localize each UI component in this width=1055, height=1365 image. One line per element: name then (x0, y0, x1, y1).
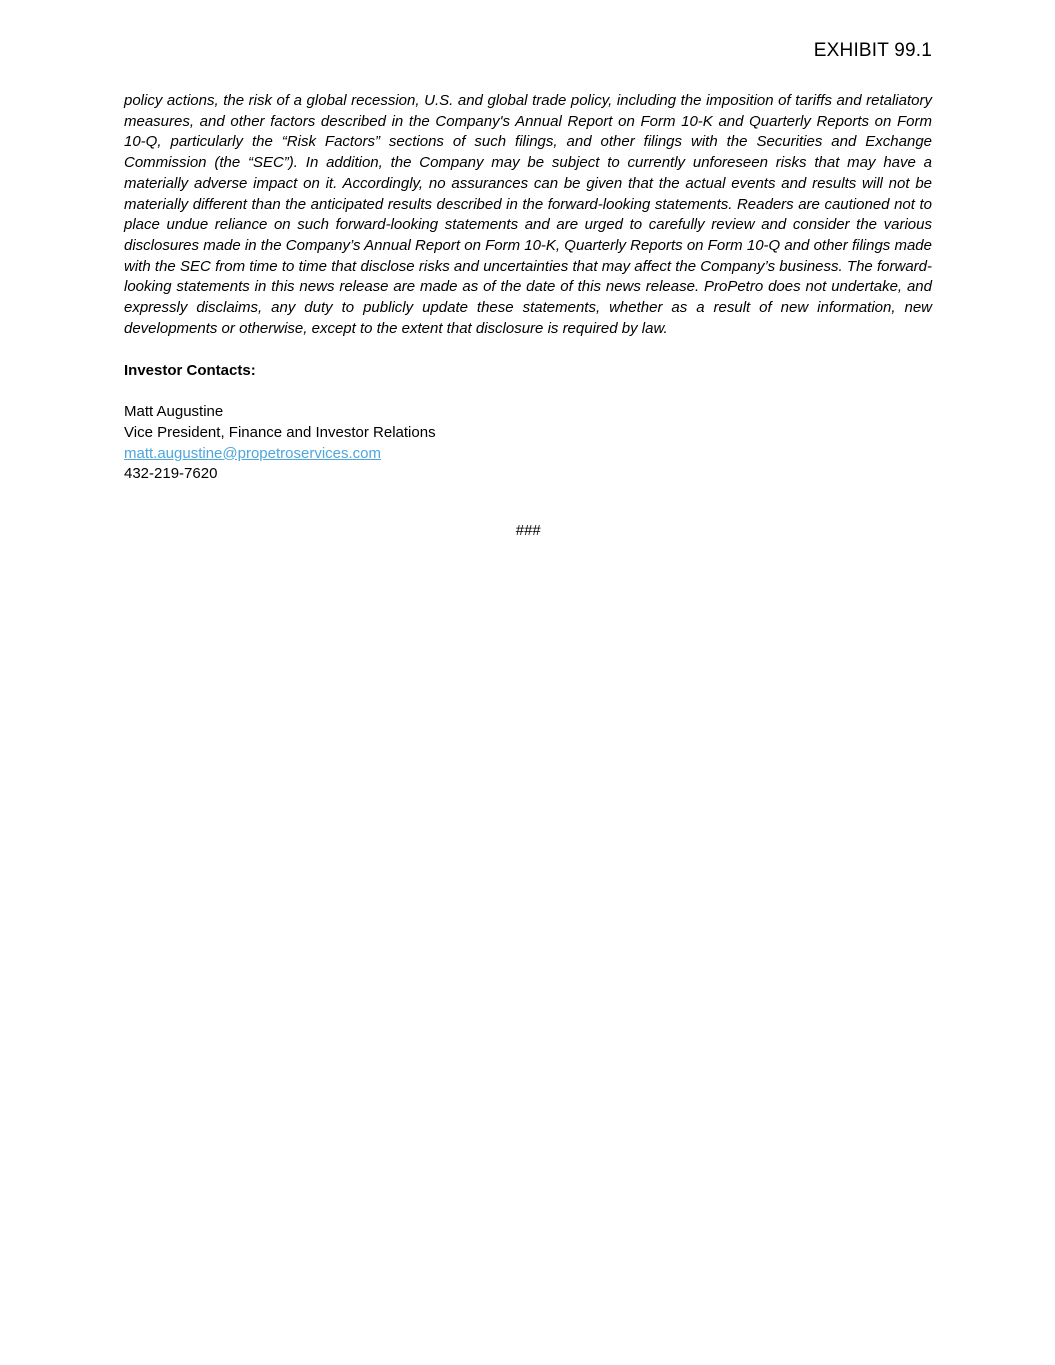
contact-block (124, 402, 932, 485)
forward-looking-statements-paragraph: policy actions, the risk of a global recession, U.S. and global trade policy, including the imposition of tariffs and retaliatory measures, and other factors described in the Company's Annual Report on Form 10-K and Quarterly Reports on Form 10-Q, particularly the “Risk Factors” sections of such filings, and other filings with the Securities and Exchange Commission (the “SEC”). In addition, the Company may be subject to currently unforeseen risks that may have a materially adverse impact on it. Accordingly, no assurances can be given that the actual events and results will not be materially different than the anticipated results described in the forward-looking statements. Readers are cautioned not to place undue reliance on such forward-looking statements and are urged to carefully review and consider the various disclosures made in the Company’s Annual Report on Form 10-K, Quarterly Reports on Form 10-Q and other filings made with the SEC from time to time that disclose risks and uncertainties that may affect the Company’s business. The forward-looking statements in this news release are made as of the date of this news release. ProPetro does not undertake, and expressly disclaims, any duty to publicly update these statements, whether as a result of new information, new developments or otherwise, except to the extent that disclosure is required by law. (124, 92, 932, 337)
exhibit-label: EXHIBIT 99.1 (813, 40, 932, 61)
contact-title: Vice President, Finance and Investor Relations (124, 423, 436, 441)
document-content (124, 40, 932, 542)
contact-phone: 432-219-7620 (124, 465, 218, 483)
contact-name: Matt Augustine (124, 403, 224, 421)
contact-email-link[interactable]: matt.augustine@propetroservices.com (124, 444, 382, 462)
investor-contacts-heading: Investor Contacts: (124, 362, 256, 380)
end-marker: ### (515, 521, 541, 539)
